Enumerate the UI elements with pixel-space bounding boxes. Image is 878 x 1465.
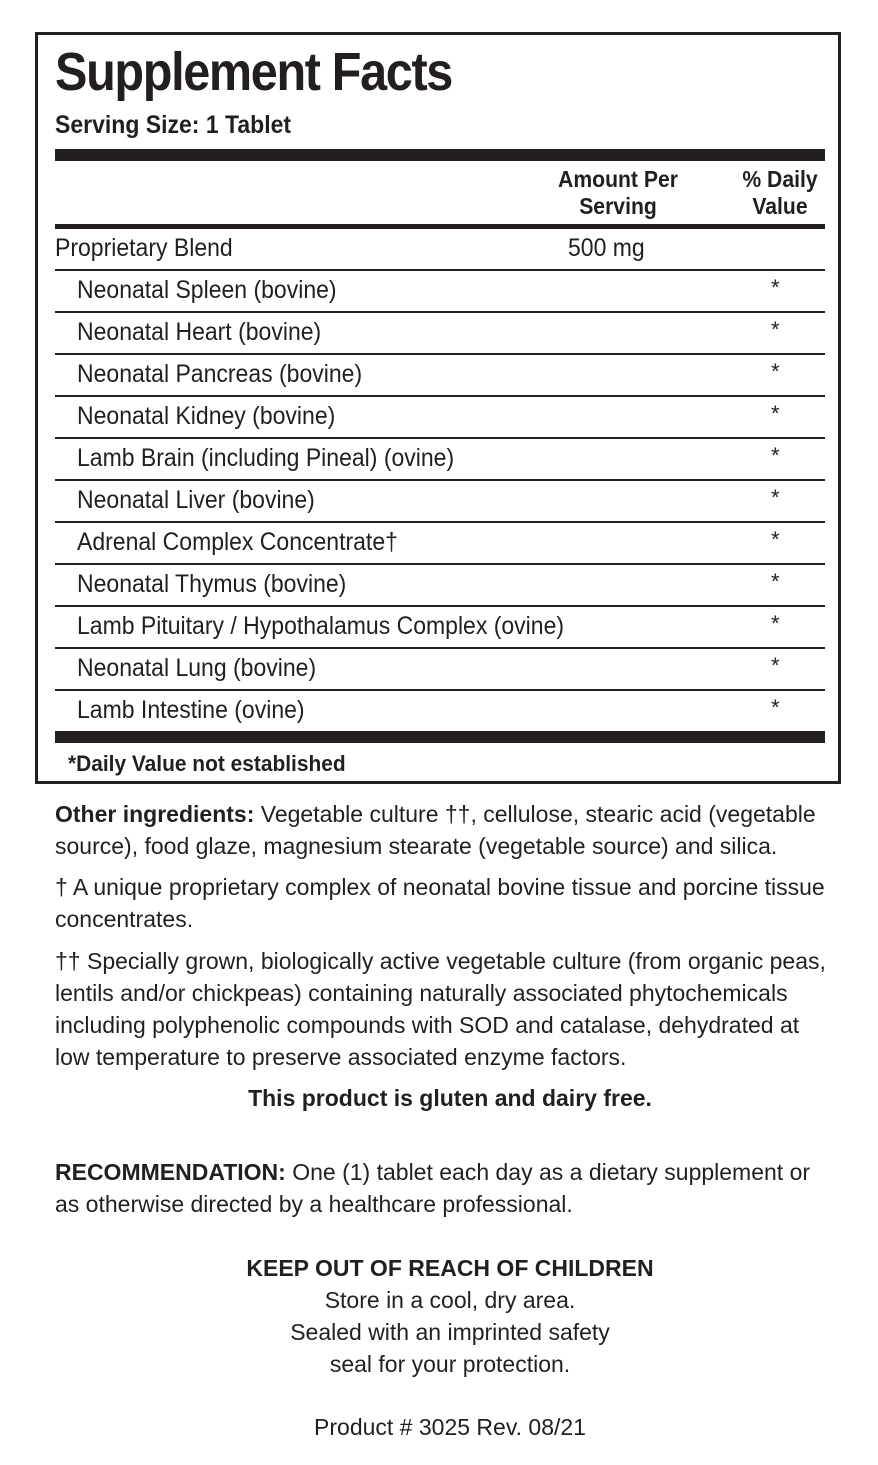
- ingredient-row: [55, 397, 825, 439]
- ingredient-row: [55, 481, 825, 523]
- other-ingredients: [55, 798, 835, 862]
- ingredient-name: Lamb Brain (including Pineal) (ovine): [77, 444, 455, 472]
- ingredient-daily-value: *: [771, 569, 780, 594]
- ingredient-row: [55, 523, 825, 565]
- ingredient-row: [55, 565, 825, 607]
- ingredient-daily-value: *: [771, 653, 780, 678]
- ingredient-daily-value: *: [771, 695, 780, 720]
- warning-heading: KEEP OUT OF REACH OF CHILDREN: [246, 1255, 654, 1281]
- ingredient-name: Neonatal Thymus (bovine): [77, 570, 347, 598]
- ingredient-name: Neonatal Heart (bovine): [77, 318, 322, 346]
- ingredient-name: Neonatal Lung (bovine): [77, 654, 317, 682]
- top-divider-bar: [55, 149, 825, 161]
- ingredient-daily-value: *: [771, 527, 780, 552]
- ingredient-row: [55, 355, 825, 397]
- warning-block: [0, 1252, 878, 1380]
- dagger-note: † A unique proprietary complex of neonatal bovine tissue and porcine tissue concentrates.: [55, 874, 825, 932]
- ingredient-row: [55, 439, 825, 481]
- daily-value-footnote: *Daily Value not established: [68, 751, 346, 776]
- bottom-divider-bar: [55, 731, 825, 743]
- ingredient-row: [55, 607, 825, 649]
- ingredient-row: [55, 313, 825, 355]
- ingredient-row: [55, 691, 825, 733]
- ingredient-daily-value: *: [771, 443, 780, 468]
- ingredient-name: Neonatal Spleen (bovine): [77, 276, 337, 304]
- serving-size: Serving Size: 1 Tablet: [55, 111, 292, 139]
- other-ingredients-text: Vegetable culture ††, cellulose, stearic acid (vegetable source), food glaze, magnesium stearate (vegetable source) and silica.: [55, 801, 816, 859]
- gluten-dairy-note: This product is gluten and dairy free.: [248, 1085, 652, 1111]
- ingredient-daily-value: *: [771, 401, 780, 426]
- amount-per-serving-header: Amount Per Serving: [558, 166, 678, 219]
- ingredient-name: Neonatal Kidney (bovine): [77, 402, 336, 430]
- supplement-facts-panel: [35, 32, 841, 784]
- blend-amount: 500 mg: [568, 234, 645, 262]
- ingredient-daily-value: *: [771, 275, 780, 300]
- double-dagger-note: †† Specially grown, biologically active vegetable culture (from organic peas, lentils and/or chickpeas) containing naturally associated phytochemicals including polyphenolic compounds with SOD and catalase, dehydrated at low temperature to preserve associated enzyme factors.: [55, 948, 826, 1070]
- ingredient-name: Adrenal Complex Concentrate†: [77, 528, 398, 556]
- product-number: Product # 3025 Rev. 08/21: [314, 1414, 586, 1440]
- ingredient-daily-value: *: [771, 611, 780, 636]
- seal-line-1: Sealed with an imprinted safety: [290, 1319, 610, 1345]
- ingredient-daily-value: *: [771, 359, 780, 384]
- ingredient-daily-value: *: [771, 317, 780, 342]
- ingredient-row: [55, 271, 825, 313]
- other-ingredients-label: Other ingredients:: [55, 801, 255, 827]
- ingredient-name: Neonatal Liver (bovine): [77, 486, 315, 514]
- daily-value-header: % Daily Value: [742, 166, 818, 219]
- blend-row: [55, 229, 825, 271]
- recommendation: [55, 1156, 835, 1220]
- panel-title: Supplement Facts: [55, 42, 452, 102]
- ingredient-row: [55, 649, 825, 691]
- blend-name: Proprietary Blend: [55, 234, 233, 262]
- recommendation-label: RECOMMENDATION:: [55, 1159, 286, 1185]
- seal-line-2: seal for your protection.: [329, 1351, 571, 1377]
- ingredient-name: Lamb Intestine (ovine): [77, 696, 305, 724]
- recommendation-text: One (1) tablet each day as a dietary supplement or as otherwise directed by a healthcare professional.: [55, 1159, 811, 1217]
- ingredient-name: Lamb Pituitary / Hypothalamus Complex (ovine): [77, 612, 565, 640]
- storage-line: Store in a cool, dry area.: [324, 1287, 576, 1313]
- ingredient-name: Neonatal Pancreas (bovine): [77, 360, 363, 388]
- ingredient-daily-value: *: [771, 485, 780, 510]
